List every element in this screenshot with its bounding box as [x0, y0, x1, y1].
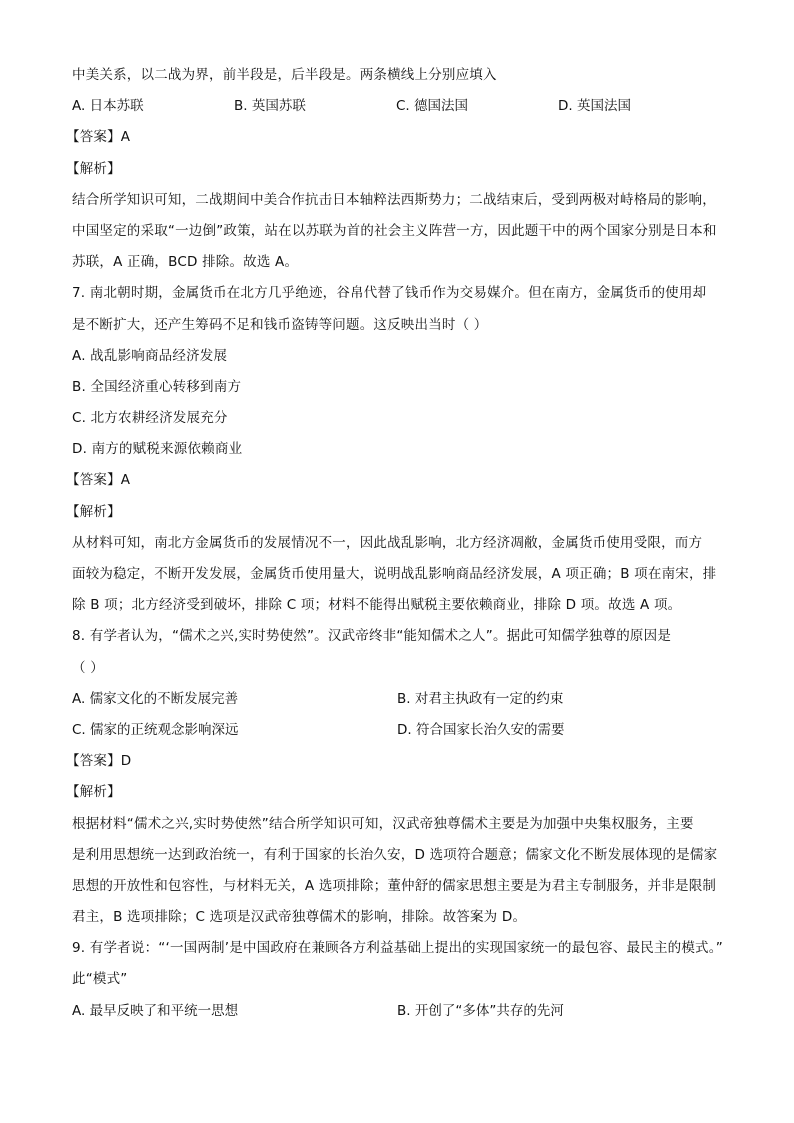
q6-answer: 【答案】A [66, 129, 131, 146]
q6-analysis-line: 结合所学知识可知，二战期间中美合作抗击日本轴粹法西斯势力；二战结束后，受到两极对峙格局的影响， [72, 191, 716, 208]
q8-answer: 【答案】D [66, 753, 132, 770]
q8-options-row [72, 684, 732, 715]
q9-option-a: A. 最早反映了和平统一思想 [72, 1002, 239, 1019]
q6-option-c: C. 德国法国 [396, 98, 469, 115]
q8-analysis-line: 根据材料“儒术之兴,实时势使然”结合所学知识可知，汉武帝独尊儒术主要是为加强中央集权服务，主要 [72, 815, 694, 832]
q7-option-b: B. 全国经济重心转移到南方 [72, 378, 242, 395]
q8-option-a: A. 儒家文化的不断发展完善 [72, 690, 239, 707]
q8-options-row [72, 715, 732, 746]
q7-analysis-line: 除 B 项；北方经济受到破坏，排除 C 项；材料不能得出赋税主要依赖商业，排除 D 项。故选 A 项。 [72, 597, 682, 614]
q6-option-a: A. 日本苏联 [72, 98, 144, 115]
q8-analysis-label: 【解析】 [66, 784, 121, 801]
q6-options [72, 91, 732, 122]
q8-option-c: C. 儒家的正统观念影响深远 [72, 721, 239, 738]
q8-stem-line: （ ） [72, 659, 104, 676]
q7-option-a: A. 战乱影响商品经济发展 [72, 347, 228, 364]
q7-option-c: C. 北方农耕经济发展充分 [72, 410, 228, 427]
q9-stem-line: 此“模式” [72, 971, 128, 988]
q8-analysis-line: 思想的开放性和包容性，与材料无关，A 选项排除；董仲舒的儒家思想主要是为君主专制服务，并非是限制 [72, 877, 717, 894]
exam-page [66, 60, 732, 1027]
q7-answer: 【答案】A [66, 472, 131, 489]
q8-option-b: B. 对君主执政有一定的约束 [397, 690, 564, 707]
q7-analysis-line: 面较为稳定，不断开发发展，金属货币使用量大，说明战乱影响商品经济发展，A 项正确；B 项在南宋，排 [72, 566, 717, 582]
q7-stem-line: 7. 南北朝时期，金属货币在北方几乎绝迹，谷帛代替了钱币作为交易媒介。但在南方，金属货币的使用却 [72, 285, 707, 302]
q7-analysis-line: 从材料可知，南北方金属货币的发展情况不一，因此战乱影响，北方经济凋敝，金属货币使用受限，而方 [72, 534, 703, 551]
q8-analysis-line: 是利用思想统一达到政治统一，有利于国家的长治久安，D 选项符合题意；儒家文化不断发展体现的是儒家 [72, 846, 718, 863]
q8-stem-line: 8. 有学者认为，“儒术之兴,实时势使然”。汉武帝终非“能知儒术之人”。据此可知儒学独尊的原因是 [72, 628, 672, 645]
q7-stem-line: 是不断扩大，还产生筹码不足和钱币盗铸等问题。这反映出当时（ ） [72, 316, 488, 333]
q8-analysis-line: 君主，B 选项排除；C 选项是汉武帝独尊儒术的影响，排除。故答案为 D。 [72, 909, 527, 926]
q6-option-b: B. 英国苏联 [234, 98, 306, 115]
q6-option-d: D. 英国法国 [558, 98, 631, 115]
q9-options-row [72, 996, 732, 1027]
q6-analysis-line: 中国坚定的采取“一边倒”政策，站在以苏联为首的社会主义阵营一方，因此题干中的两个国家分别是日本和 [72, 222, 717, 239]
q9-option-b: B. 开创了“多体”共存的先河 [397, 1002, 564, 1019]
q9-stem-line: 9. 有学者说：“‘一国两制’是中国政府在兼顾各方利益基础上提出的实现国家统一的最包容、最民主的模式。” [72, 940, 723, 957]
q7-option-d: D. 南方的赋税来源依赖商业 [72, 441, 243, 458]
q8-option-d: D. 符合国家长治久安的需要 [397, 721, 565, 738]
q6-analysis-line: 苏联，A 正确，BCD 排除。故选 A。 [72, 254, 299, 271]
q6-analysis-label: 【解析】 [66, 160, 121, 177]
q6-stem: 中美关系，以二战为界，前半段是，后半段是。两条横线上分别应填入 [72, 67, 497, 83]
q7-analysis-label: 【解析】 [66, 503, 121, 520]
